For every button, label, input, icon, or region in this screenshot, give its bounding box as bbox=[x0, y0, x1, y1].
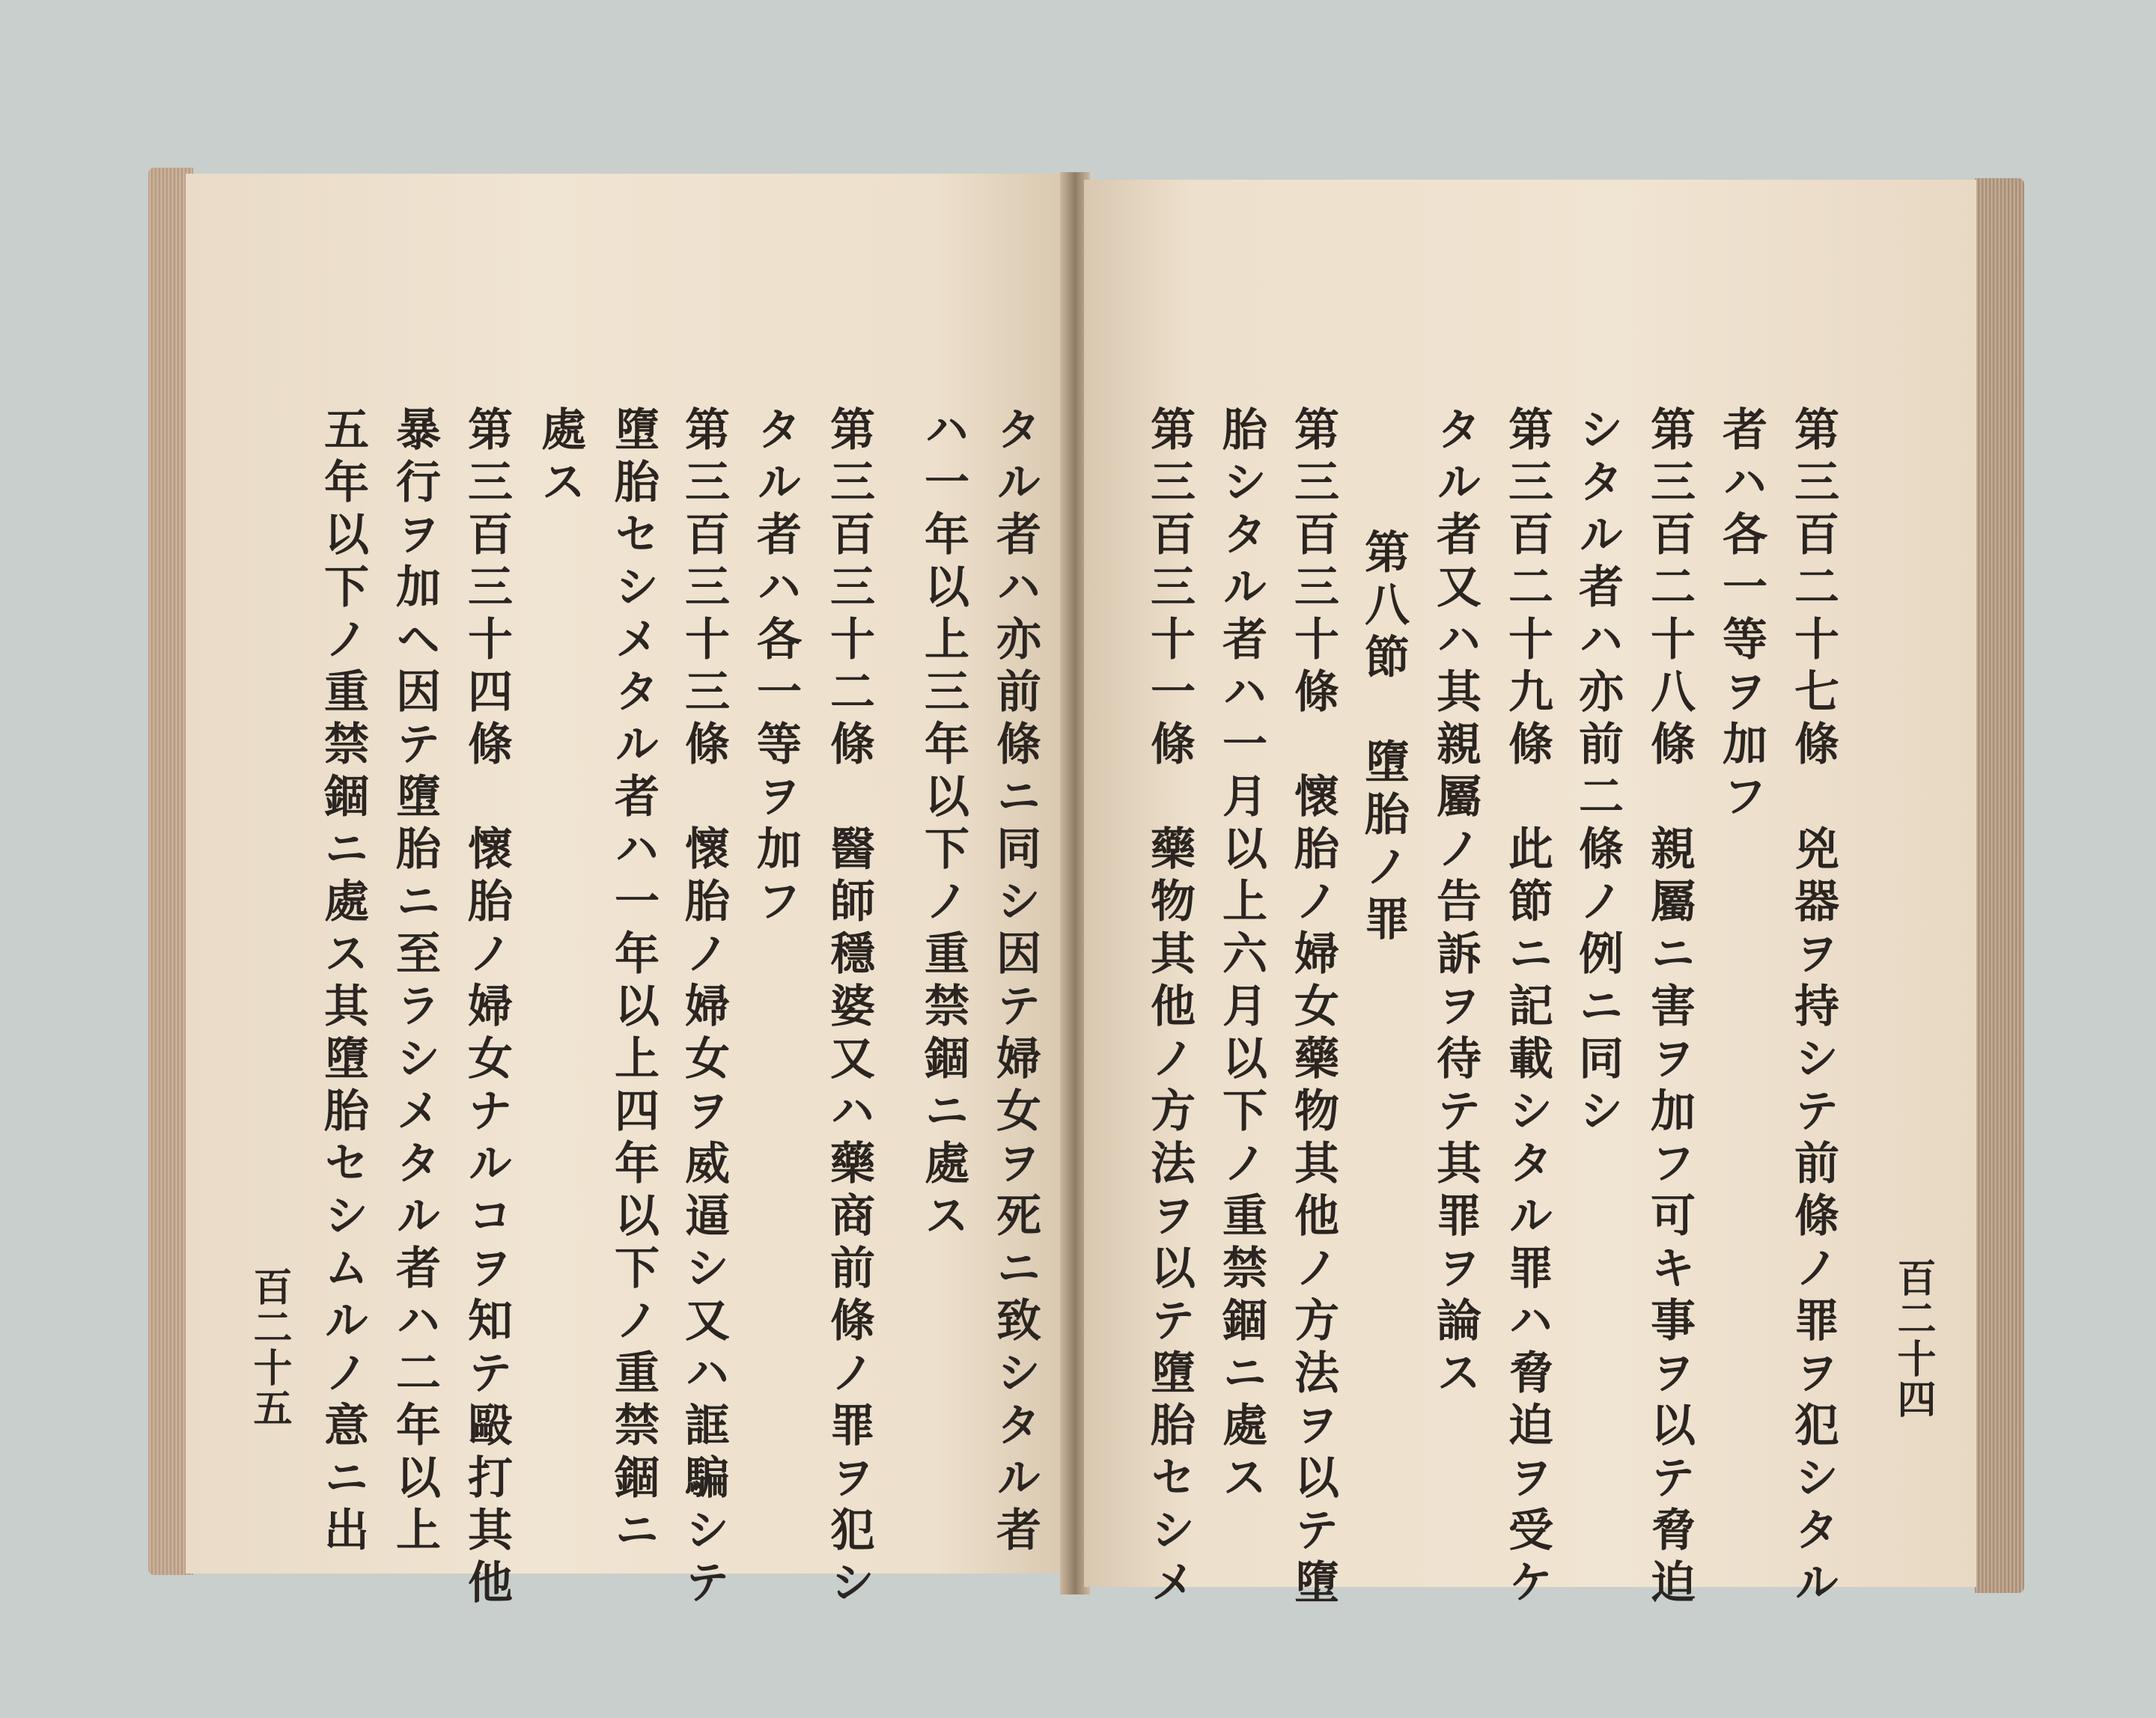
text-column: タル者ハ各一等ヲ加フ bbox=[749, 406, 802, 930]
text-column: タル者又ハ其親屬ノ告訴ヲ待テ其罪ヲ論ス bbox=[1429, 406, 1482, 1401]
text-column: 第三百三十條 懷胎ノ婦女藥物其他ノ方法ヲ以テ墮 bbox=[1287, 406, 1339, 1611]
page-number: 百二十五 bbox=[246, 1267, 292, 1428]
text-column: 五年以下ノ重禁錮ニ處ス其墮胎セシムルノ意ニ出 bbox=[317, 406, 369, 1559]
text-column: 第三百三十一條 藥物其他ノ方法ヲ以テ墮胎セシメ bbox=[1143, 406, 1196, 1611]
text-column: 第三百二十九條 此節ニ記載シタル罪ハ脅迫ヲ受ケ bbox=[1501, 406, 1553, 1611]
text-column: 墮胎セシメタル者ハ一年以上四年以下ノ重禁錮ニ bbox=[607, 406, 660, 1559]
text-column: 第三百三十三條 懷胎ノ婦女ヲ威逼シ又ハ誆騙シテ bbox=[677, 406, 730, 1611]
text-column: 第三百二十八條 親屬ニ害ヲ加フ可キ事ヲ以テ脅迫 bbox=[1643, 406, 1696, 1611]
text-column: 胎シタル者ハ一月以上六月以下ノ重禁錮ニ處ス bbox=[1215, 406, 1267, 1506]
text-column: 暴行ヲ加ヘ因テ墮胎ニ至ラシメタル者ハ二年以上 bbox=[389, 406, 441, 1559]
text-column: タル者ハ亦前條ニ同シ因テ婦女ヲ死ニ致シタル者 bbox=[989, 406, 1041, 1559]
text-column: 第三百二十七條 兇器ヲ持シテ前條ノ罪ヲ犯シタル bbox=[1787, 406, 1839, 1611]
section-heading: 第八節 墮胎ノ罪 bbox=[1357, 529, 1410, 948]
text-column: ハ一年以上三年以下ノ重禁錮ニ處ス bbox=[917, 406, 969, 1244]
text-column: 處ス bbox=[534, 406, 586, 511]
right-page bbox=[1084, 180, 1976, 1611]
left-page bbox=[186, 174, 1068, 1611]
text-column: 第三百三十二條 醫師穩婆又ハ藥商前條ノ罪ヲ犯シ bbox=[823, 406, 875, 1611]
page-number: 百二十四 bbox=[1890, 1258, 1936, 1419]
text-column: シタル者ハ亦前二條ノ例ニ同シ bbox=[1571, 406, 1624, 1139]
text-column: 第三百三十四條 懷胎ノ婦女ナルコヲ知テ毆打其他 bbox=[460, 406, 513, 1611]
text-column: 者ハ各一等ヲ加フ bbox=[1715, 406, 1767, 825]
right-page-edges bbox=[1975, 178, 2024, 1593]
